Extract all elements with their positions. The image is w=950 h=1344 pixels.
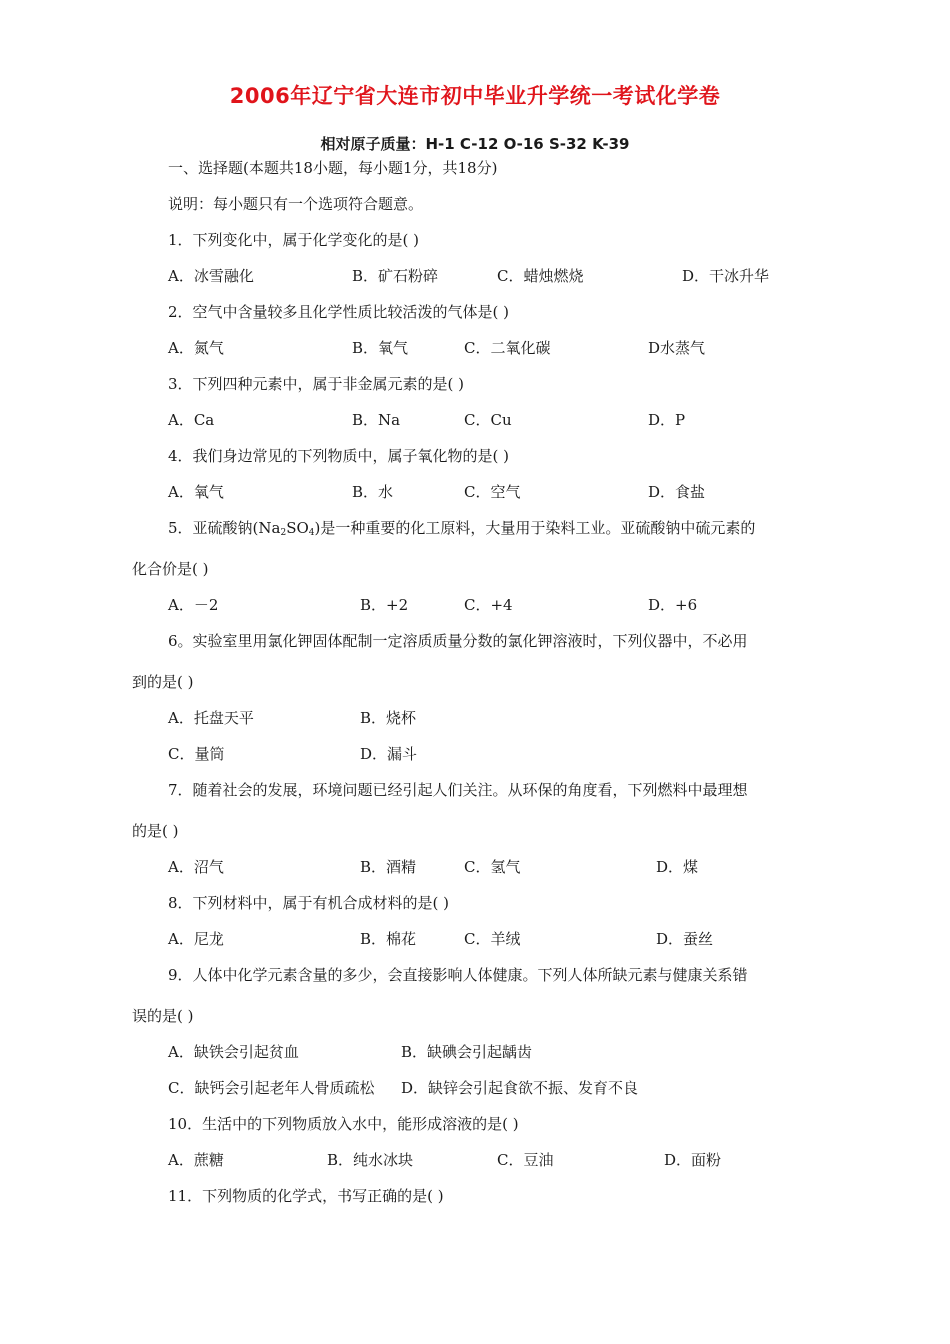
q4-option-a: A．氧气	[168, 483, 224, 501]
q5-stem-part: 5．亚硫酸钠(Na	[168, 519, 281, 537]
q6-option-b: B．烧杯	[360, 709, 417, 727]
q2-option-b: B．氧气	[352, 339, 409, 357]
q3-option-c: C．Cu	[464, 411, 512, 429]
atomic-masses: 相对原子质量：H-1 C-12 O-16 S-32 K-39	[320, 135, 630, 153]
q6-option-c: C．量筒	[168, 745, 225, 763]
q1-option-b: B．矿石粉碎	[352, 267, 439, 285]
q3-option-b: B．Na	[352, 411, 401, 429]
q9-option-a: A．缺铁会引起贫血	[168, 1043, 299, 1061]
question-7-stem-cont: 的是( )	[132, 822, 179, 840]
question-4-stem: 4．我们身边常见的下列物质中，属子氧化物的是( )	[168, 447, 510, 465]
q5-option-d: D．+6	[648, 596, 698, 614]
question-2-stem: 2．空气中含量较多且化学性质比较活泼的气体是( )	[168, 303, 510, 321]
q4-option-c: C．空气	[464, 483, 521, 501]
q5-subscript: 4	[308, 528, 315, 538]
q7-option-c: C．氢气	[464, 858, 521, 876]
q8-option-b: B．棉花	[360, 930, 417, 948]
question-10-stem: 10．生活中的下列物质放入水中，能形成溶液的是( )	[168, 1115, 519, 1133]
q10-option-d: D．面粉	[664, 1151, 722, 1169]
q1-option-a: A．冰雪融化	[168, 267, 254, 285]
question-6-stem: 6。实验室里用氯化钾固体配制一定溶质质量分数的氯化钾溶液时，下列仪器中，不必用	[168, 632, 748, 650]
q5-option-b: B．+2	[360, 596, 409, 614]
question-9-stem: 9．人体中化学元素含量的多少，会直接影响人体健康。下列人体所缺元素与健康关系错	[168, 966, 748, 984]
q5-option-c: C．+4	[464, 596, 513, 614]
q5-subscript: 2	[280, 528, 287, 538]
q2-option-c: C．二氧化碳	[464, 339, 551, 357]
q2-option-a: A．氮气	[168, 339, 224, 357]
question-5-stem-cont: 化合价是( )	[132, 560, 209, 578]
q10-option-c: C．豆油	[497, 1151, 554, 1169]
q1-option-c: C．蜡烛燃烧	[497, 267, 584, 285]
q2-option-d: D水蒸气	[648, 339, 706, 357]
question-9-stem-cont: 误的是( )	[132, 1007, 194, 1025]
q6-option-a: A．托盘天平	[168, 709, 254, 727]
q5-stem-part: SO	[286, 519, 309, 537]
q8-option-c: C．羊绒	[464, 930, 521, 948]
question-11-stem: 11．下列物质的化学式，书写正确的是( )	[168, 1187, 444, 1205]
question-3-stem: 3．下列四种元素中，属于非金属元素的是( )	[168, 375, 465, 393]
q8-option-a: A．尼龙	[168, 930, 224, 948]
q9-option-c: C．缺钙会引起老年人骨质疏松	[168, 1079, 375, 1097]
q1-option-d: D．干冰升华	[682, 267, 770, 285]
question-8-stem: 8．下列材料中，属于有机合成材料的是( )	[168, 894, 450, 912]
q3-option-a: A．Ca	[168, 411, 215, 429]
question-1-stem: 1．下列变化中，属于化学变化的是( )	[168, 231, 420, 249]
question-6-stem-cont: 到的是( )	[132, 673, 194, 691]
section-note: 说明：每小题只有一个选项符合题意。	[168, 195, 424, 213]
q6-option-d: D．漏斗	[360, 745, 418, 763]
q5-stem-part: )是一种重要的化工原料，大量用于染料工业。亚硫酸钠中硫元素的	[314, 519, 756, 537]
question-5-stem	[168, 518, 755, 543]
q5-option-a: A．－2	[168, 596, 219, 614]
q7-option-b: B．酒精	[360, 858, 417, 876]
q7-option-a: A．沼气	[168, 858, 224, 876]
q9-option-d: D．缺锌会引起食欲不振、发育不良	[401, 1079, 639, 1097]
q7-option-d: D．煤	[656, 858, 699, 876]
q3-option-d: D．P	[648, 411, 686, 429]
q4-option-d: D．食盐	[648, 483, 706, 501]
q10-option-a: A．蔗糖	[168, 1151, 224, 1169]
q8-option-d: D．蚕丝	[656, 930, 714, 948]
section-heading: 一、选择题(本题共18小题，每小题1分，共18分)	[168, 159, 498, 177]
question-7-stem: 7．随着社会的发展，环境问题已经引起人们关注。从环保的角度看，下列燃料中最理想	[168, 781, 748, 799]
q9-option-b: B．缺碘会引起龋齿	[401, 1043, 533, 1061]
q4-option-b: B．水	[352, 483, 394, 501]
q10-option-b: B．纯水冰块	[327, 1151, 414, 1169]
page-title: 2006年辽宁省大连市初中毕业升学统一考试化学卷	[229, 84, 721, 108]
